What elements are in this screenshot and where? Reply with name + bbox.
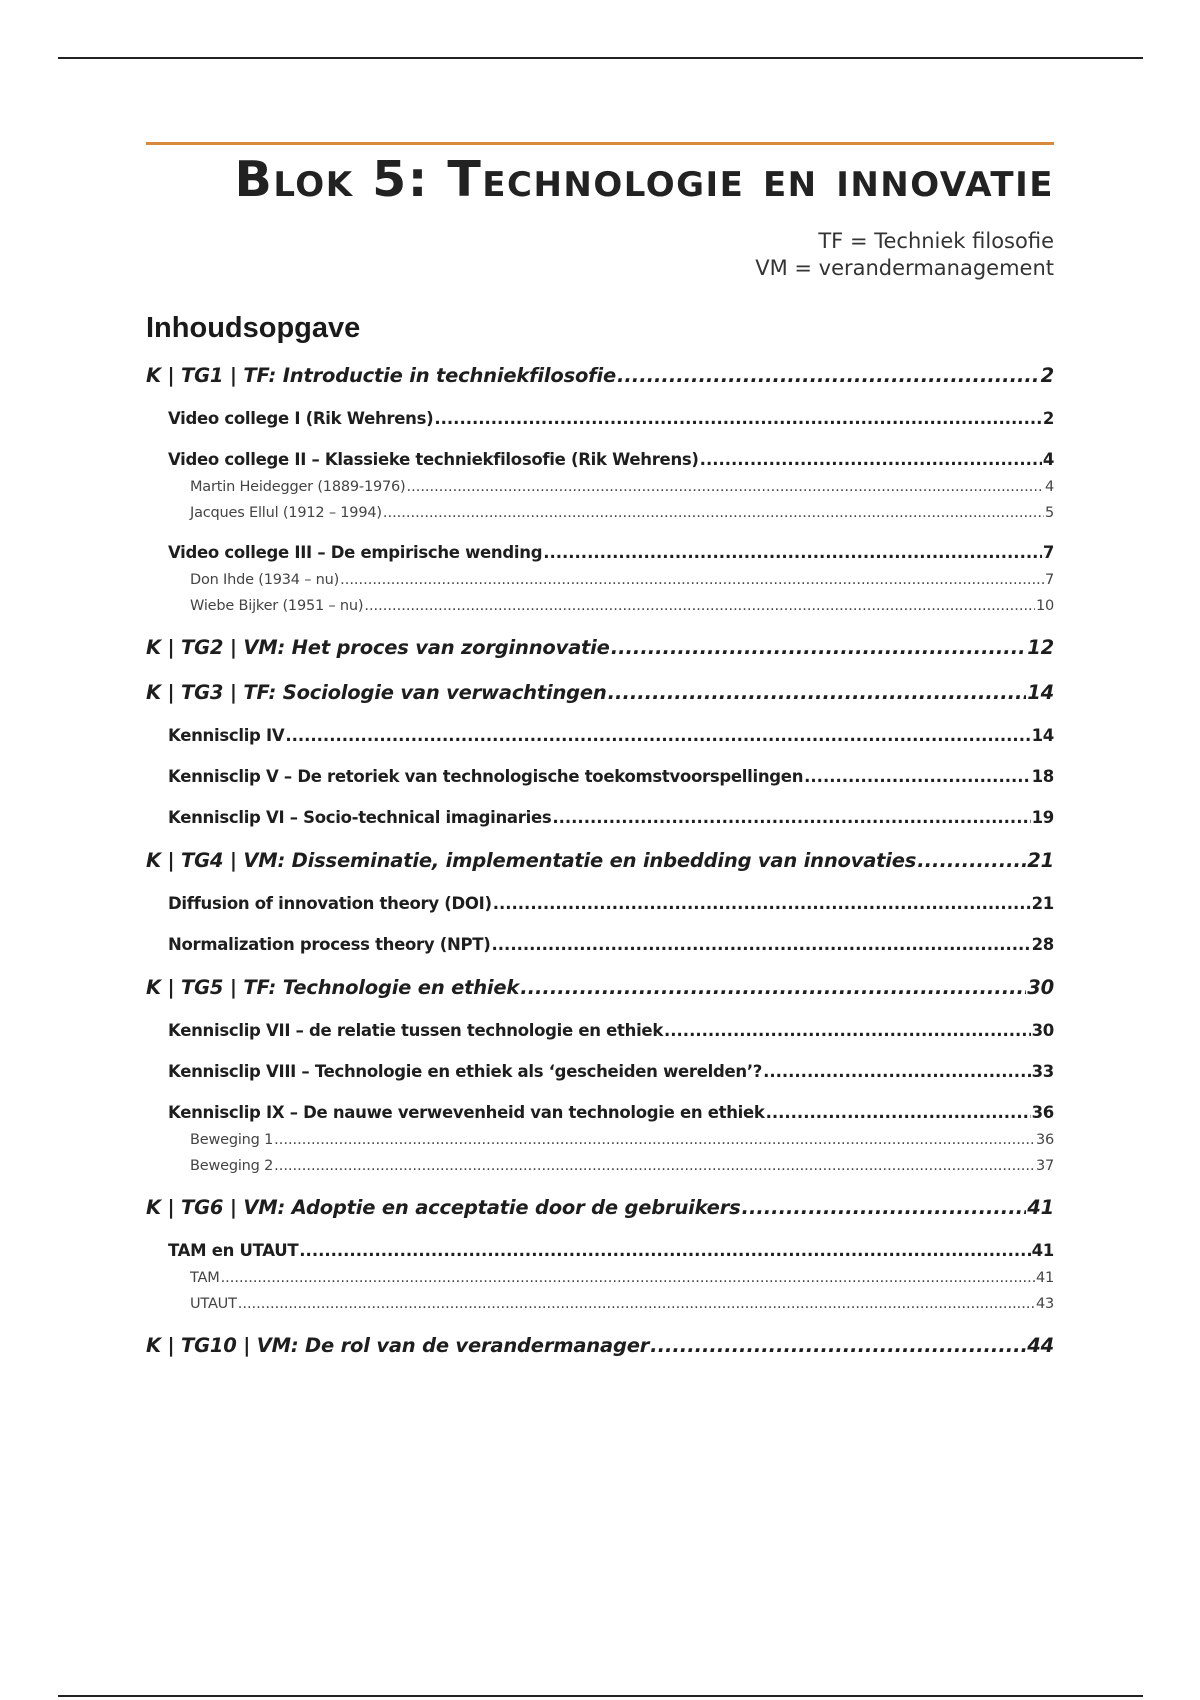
toc-entry[interactable] <box>146 1156 1054 1176</box>
toc-leader-dots <box>383 503 1044 523</box>
toc-entry-page-number: 21 <box>1027 849 1054 872</box>
toc-entry-page-number: 14 <box>1031 726 1054 745</box>
toc-entry-label: K | TG3 | TF: Sociologie van verwachtingen <box>146 681 607 704</box>
toc-entry-label: Normalization process theory (NPT) <box>168 935 491 954</box>
page-top-rule <box>58 57 1143 59</box>
toc-entry-label: Beweging 2 <box>190 1158 274 1174</box>
page-bottom-rule <box>58 1695 1143 1697</box>
toc-entry[interactable] <box>146 680 1054 706</box>
toc-heading: Inhoudsopgave <box>146 312 361 344</box>
toc-leader-dots <box>285 725 1030 747</box>
toc-entry-label: Beweging 1 <box>190 1132 274 1148</box>
toc-entry-label: Don Ihde (1934 – nu) <box>190 572 340 588</box>
toc-entry-page-number: 18 <box>1031 767 1054 786</box>
document-body <box>146 142 1054 1359</box>
toc-entry[interactable] <box>146 1130 1054 1150</box>
toc-entry-label: Martin Heidegger (1889-1976) <box>190 479 406 495</box>
toc-leader-dots <box>299 1240 1030 1262</box>
toc-entry[interactable] <box>146 477 1054 497</box>
toc-leader-dots <box>611 635 1027 661</box>
toc-leader-dots <box>434 408 1041 430</box>
toc-entry-page-number: 21 <box>1031 894 1054 913</box>
toc-entry-label: Kennisclip IV <box>168 726 285 745</box>
toc-entry[interactable] <box>146 503 1054 523</box>
toc-entry-label: TAM <box>190 1270 220 1286</box>
toc-entry[interactable] <box>146 725 1054 747</box>
title-accent-rule <box>146 142 1054 145</box>
toc-leader-dots <box>664 1020 1031 1042</box>
toc-entry[interactable] <box>146 1195 1054 1221</box>
toc-entry-label: K | TG6 | VM: Adoptie en acceptatie door de gebruikers <box>146 1196 741 1219</box>
toc-entry-label: UTAUT <box>190 1296 237 1312</box>
toc-leader-dots <box>650 1333 1026 1359</box>
toc-entry[interactable] <box>146 570 1054 590</box>
toc-entry[interactable] <box>146 1268 1054 1288</box>
toc-entry[interactable] <box>146 449 1054 471</box>
toc-entry-page-number: 33 <box>1031 1062 1054 1081</box>
toc-entry-label: K | TG10 | VM: De rol van de verandermanager <box>146 1334 650 1357</box>
toc-entry-page-number: 30 <box>1031 1021 1054 1040</box>
toc-entry-label: Kennisclip IX – De nauwe verwevenheid van technologie en ethiek <box>168 1103 765 1122</box>
toc-entry-page-number: 2 <box>1040 364 1054 387</box>
toc-leader-dots <box>340 570 1044 590</box>
toc-entry-label: TAM en UTAUT <box>168 1241 299 1260</box>
toc-entry-label: Video college II – Klassieke techniekfilosofie (Rik Wehrens) <box>168 450 699 469</box>
toc-entry-page-number: 12 <box>1027 636 1054 659</box>
toc-leader-dots <box>407 477 1044 497</box>
toc-entry-label: Jacques Ellul (1912 – 1994) <box>190 505 382 521</box>
toc-entry[interactable] <box>146 1333 1054 1359</box>
toc-leader-dots <box>274 1130 1035 1150</box>
toc-entry[interactable] <box>146 1240 1054 1262</box>
toc-entry-page-number: 14 <box>1027 681 1054 704</box>
toc-entry-page-number: 2 <box>1042 409 1054 428</box>
toc-entry-page-number: 41 <box>1035 1270 1054 1286</box>
toc-leader-dots <box>700 449 1042 471</box>
toc-leader-dots <box>221 1268 1035 1288</box>
toc-entry[interactable] <box>146 807 1054 829</box>
toc-entry-page-number: 4 <box>1044 479 1054 495</box>
toc-entry-page-number: 5 <box>1044 505 1054 521</box>
toc-entry-label: Diffusion of innovation theory (DOI) <box>168 894 492 913</box>
toc-entry-page-number: 30 <box>1027 976 1054 999</box>
toc-entry-page-number: 43 <box>1035 1296 1054 1312</box>
toc-leader-dots <box>238 1294 1035 1314</box>
toc-entry-page-number: 28 <box>1031 935 1054 954</box>
toc-entry-page-number: 7 <box>1042 543 1054 562</box>
toc-entry[interactable] <box>146 635 1054 661</box>
toc-entry-page-number: 41 <box>1027 1196 1054 1219</box>
toc-entry[interactable] <box>146 934 1054 956</box>
toc-leader-dots <box>493 893 1031 915</box>
toc-entry-label: Video college III – De empirische wending <box>168 543 543 562</box>
toc-leader-dots <box>520 975 1026 1001</box>
toc-entry-label: K | TG2 | VM: Het proces van zorginnovatie <box>146 636 610 659</box>
toc-entry[interactable] <box>146 893 1054 915</box>
toc-leader-dots <box>274 1156 1035 1176</box>
toc-leader-dots <box>804 766 1030 788</box>
toc-entry-label: K | TG1 | TF: Introductie in techniekfilosofie <box>146 364 616 387</box>
toc-entry[interactable] <box>146 1102 1054 1124</box>
document-title: Blok 5: Technologie en innovatie <box>234 151 1054 208</box>
toc-entry[interactable] <box>146 1020 1054 1042</box>
toc-leader-dots <box>364 596 1035 616</box>
toc-leader-dots <box>917 848 1026 874</box>
abbreviation-tf: TF = Techniek filosofie <box>818 229 1054 253</box>
toc-entry-label: Kennisclip VIII – Technologie en ethiek als ‘gescheiden werelden’? <box>168 1062 763 1081</box>
toc-entry[interactable] <box>146 363 1054 389</box>
toc-entry[interactable] <box>146 542 1054 564</box>
toc-entry-label: Video college I (Rik Wehrens) <box>168 409 434 428</box>
toc-leader-dots <box>492 934 1031 956</box>
table-of-contents <box>146 363 1054 1359</box>
toc-entry-page-number: 36 <box>1031 1103 1054 1122</box>
toc-entry[interactable] <box>146 975 1054 1001</box>
toc-leader-dots <box>766 1102 1031 1124</box>
toc-entry-label: K | TG5 | TF: Technologie en ethiek <box>146 976 520 999</box>
toc-entry-label: Wiebe Bijker (1951 – nu) <box>190 598 364 614</box>
toc-entry-page-number: 44 <box>1027 1334 1054 1357</box>
toc-entry-page-number: 36 <box>1035 1132 1054 1148</box>
toc-entry-page-number: 37 <box>1035 1158 1054 1174</box>
toc-entry-page-number: 19 <box>1031 808 1054 827</box>
toc-entry-page-number: 4 <box>1042 450 1054 469</box>
toc-leader-dots <box>543 542 1042 564</box>
abbreviation-legend <box>146 228 1054 282</box>
toc-entry[interactable] <box>146 596 1054 616</box>
toc-entry-label: K | TG4 | VM: Disseminatie, implementatie en inbedding van innovaties <box>146 849 917 872</box>
toc-entry[interactable] <box>146 766 1054 788</box>
toc-leader-dots <box>742 1195 1027 1221</box>
toc-leader-dots <box>617 363 1040 389</box>
toc-entry-label: Kennisclip VI – Socio-technical imaginaries <box>168 808 552 827</box>
toc-entry[interactable] <box>146 848 1054 874</box>
toc-entry-label: Kennisclip VII – de relatie tussen technologie en ethiek <box>168 1021 663 1040</box>
toc-entry[interactable] <box>146 1061 1054 1083</box>
toc-entry[interactable] <box>146 408 1054 430</box>
toc-leader-dots <box>552 807 1030 829</box>
toc-leader-dots <box>763 1061 1031 1083</box>
toc-entry-label: Kennisclip V – De retoriek van technologische toekomstvoorspellingen <box>168 767 804 786</box>
toc-entry-page-number: 7 <box>1044 572 1054 588</box>
toc-leader-dots <box>608 680 1027 706</box>
toc-entry-page-number: 10 <box>1035 598 1054 614</box>
toc-entry-page-number: 41 <box>1031 1241 1054 1260</box>
abbreviation-vm: VM = verandermanagement <box>755 256 1054 280</box>
toc-entry[interactable] <box>146 1294 1054 1314</box>
